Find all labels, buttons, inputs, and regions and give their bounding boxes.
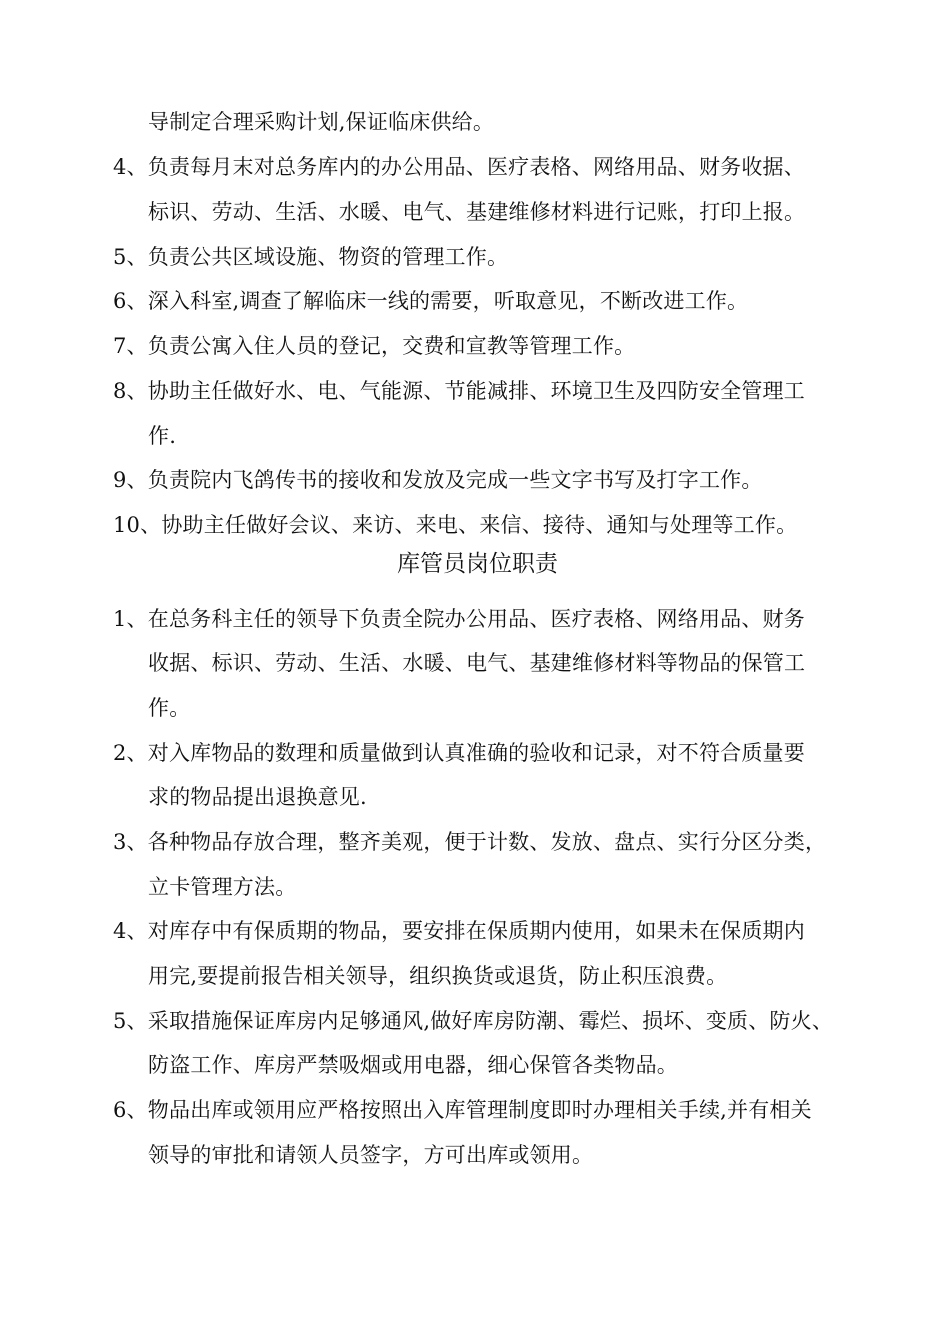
- continuation-line: 导制定合理采购计划,保证临床供给。: [148, 110, 495, 134]
- bottom-item-2-line-1: 2、对入库物品的数理和质量做到认真准确的验收和记录，对不符合质量要: [113, 741, 805, 765]
- top-item-7-line-1: 7、负责公寓入住人员的登记，交费和宣教等管理工作。: [113, 334, 636, 358]
- bottom-item-5-line-1: 5、采取措施保证库房内足够通风,做好库房防潮、霉烂、损坏、变质、防火、: [113, 1009, 834, 1033]
- top-item-5-line-1: 5、负责公共区域设施、物资的管理工作。: [113, 245, 509, 269]
- bottom-item-3-line-2: 立卡管理方法。: [148, 875, 297, 899]
- bottom-item-2-line-2: 求的物品提出退换意见.: [148, 785, 367, 809]
- section-title: 库管员岗位职责: [397, 551, 558, 577]
- top-item-6-line-1: 6、深入科室,调查了解临床一线的需要，听取意见，不断改进工作。: [113, 289, 749, 313]
- top-item-8-line-1: 8、协助主任做好水、电、气能源、节能减排、环境卫生及四防安全管理工: [113, 379, 805, 403]
- bottom-item-1-line-3: 作。: [148, 696, 191, 720]
- top-item-10-line-1: 10、协助主任做好会议、来访、来电、来信、接待、通知与处理等工作。: [113, 513, 798, 537]
- bottom-item-1-line-2: 收据、标识、劳动、生活、水暖、电气、基建维修材料等物品的保管工: [148, 651, 806, 675]
- bottom-item-5-line-2: 防盗工作、库房严禁吸烟或用电器，细心保管各类物品。: [148, 1053, 678, 1077]
- top-item-8-line-2: 作.: [148, 424, 177, 448]
- top-item-4-line-1: 4、负责每月末对总务库内的办公用品、医疗表格、网络用品、财务收据、: [113, 155, 805, 179]
- bottom-item-3-line-1: 3、各种物品存放合理，整齐美观，便于计数、发放、盘点、实行分区分类，: [113, 830, 827, 854]
- top-item-9-line-1: 9、负责院内飞鸽传书的接收和发放及完成一些文字书写及打字工作。: [113, 468, 763, 492]
- bottom-item-6-line-1: 6、物品出库或领用应严格按照出入库管理制度即时办理相关手续,并有相关: [113, 1098, 812, 1122]
- bottom-item-4-line-2: 用完,要提前报告相关领导，组织换货或退货，防止积压浪费。: [148, 964, 728, 988]
- bottom-item-6-line-2: 领导的审批和请领人员签字，方可出库或领用。: [148, 1143, 594, 1167]
- bottom-item-4-line-1: 4、对库存中有保质期的物品，要安排在保质期内使用，如果未在保质期内: [113, 919, 805, 943]
- bottom-item-1-line-1: 1、在总务科主任的领导下负责全院办公用品、医疗表格、网络用品、财务: [113, 607, 805, 631]
- top-item-4-line-2: 标识、劳动、生活、水暖、电气、基建维修材料进行记账，打印上报。: [148, 200, 806, 224]
